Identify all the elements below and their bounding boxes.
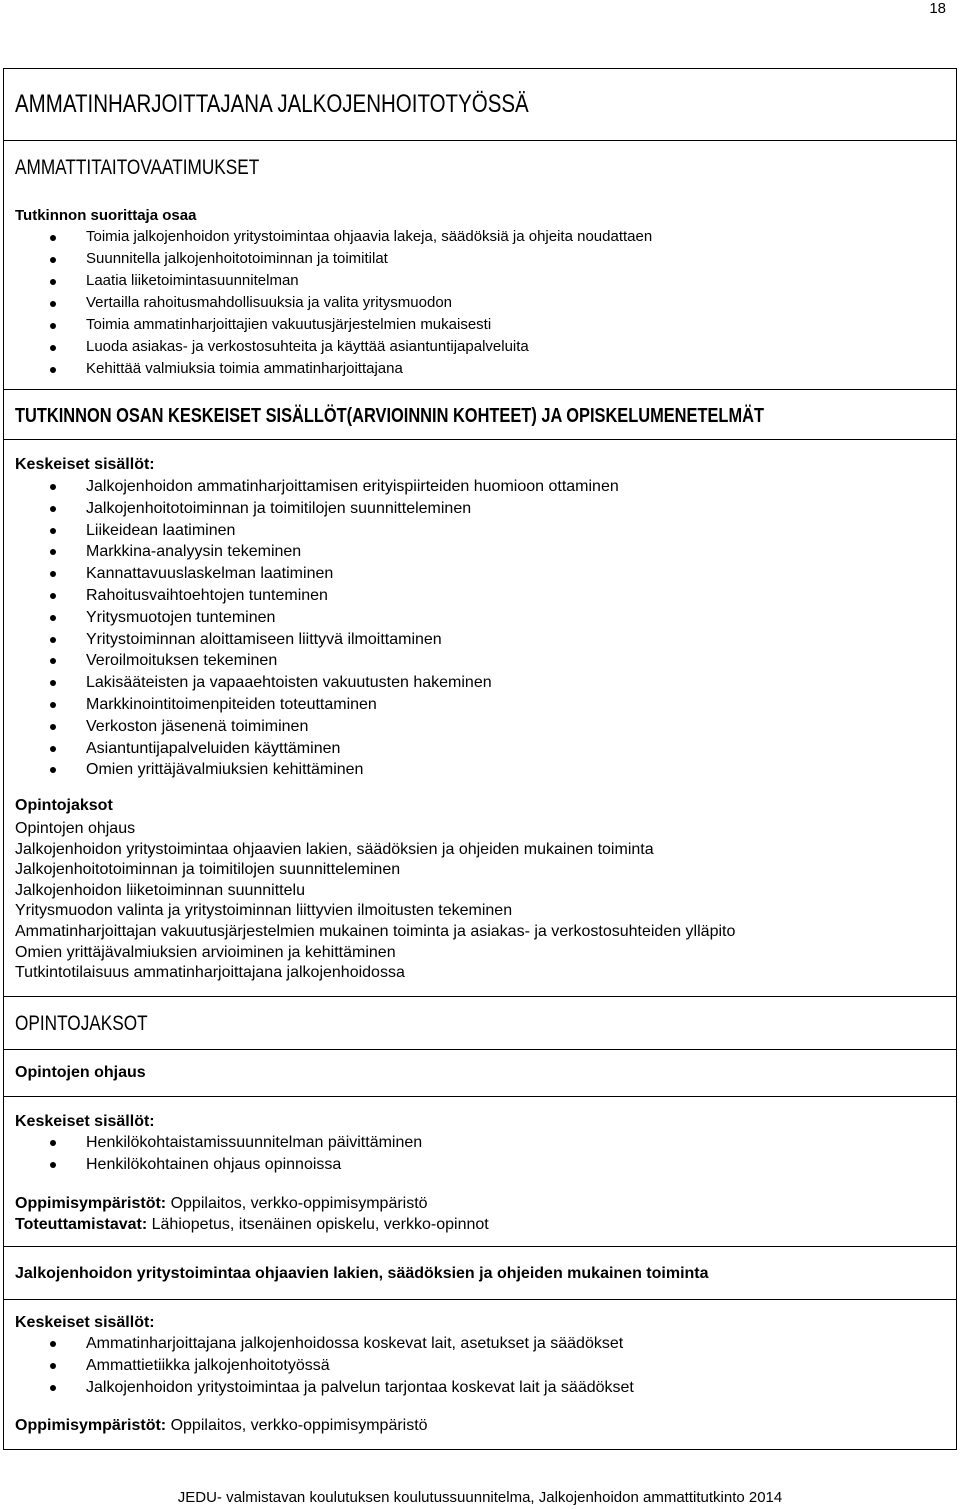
guidance-section — [4, 1049, 956, 1081]
course-item: Ammatinharjoittajan vakuutusjärjestelmien mukainen toiminta ja asiakas- ja verkostosuhteiden ylläpito — [15, 922, 736, 940]
list-item: Liikeidean laatiminen — [4, 520, 619, 542]
contents-body — [4, 439, 956, 982]
list-item: Luoda asiakas- ja verkostosuhteita ja käyttää asiantuntijapalveluita — [4, 338, 652, 360]
opintojaksot-section — [4, 996, 956, 1035]
legal-heading: Jalkojenhoidon yritystoimintaa ohjaavien lakien, säädöksien ja ohjeiden mukainen toiminta — [15, 1265, 709, 1282]
list-item: Asiantuntijapalveluiden käyttäminen — [4, 738, 619, 760]
legal-environment — [15, 1417, 428, 1435]
environment-label: Oppimisympäristöt: — [15, 1195, 167, 1212]
requirements-label: Tutkinnon suorittaja osaa — [15, 207, 197, 224]
list-item: Ammatinharjoittajana jalkojenhoidossa koskevat lait, asetukset ja säädökset — [4, 1333, 634, 1355]
page-footer: JEDU- valmistavan koulutuksen koulutussuunnitelma, Jalkojenhoidon ammattitutkinto 2014 — [177, 1489, 783, 1506]
guidance-list — [4, 1132, 422, 1176]
list-item: Yritysmuotojen tunteminen — [4, 607, 619, 629]
page-number: 18 — [929, 0, 946, 17]
content-table — [3, 68, 957, 1450]
course-item: Yritysmuodon valinta ja yritystoiminnan liittyvien ilmoitusten tekeminen — [15, 902, 513, 920]
opintojaksot-heading: OPINTOJAKSOT — [15, 1012, 148, 1035]
list-item: Kannattavuuslaskelman laatiminen — [4, 563, 619, 585]
legal-section — [4, 1246, 956, 1282]
legal-body — [4, 1299, 956, 1434]
requirements-heading: AMMATTITAITOVAATIMUKSET — [15, 156, 260, 179]
list-item: Veroilmoituksen tekeminen — [4, 650, 619, 672]
list-item: Ammattietiikka jalkojenhoitotyössä — [4, 1355, 634, 1377]
list-item: Suunnitella jalkojenhoitotoiminnan ja toimitilat — [4, 250, 652, 272]
list-item: Laatia liiketoimintasuunnitelman — [4, 272, 652, 294]
list-item: Toimia ammatinharjoittajien vakuutusjärjestelmien mukaisesti — [4, 316, 652, 338]
guidance-methods — [15, 1216, 489, 1234]
courses-list — [15, 819, 735, 984]
course-item: Opintojen ohjaus — [15, 820, 136, 837]
environment-value: Oppilaitos, verkko-oppimisympäristö — [166, 1195, 428, 1212]
contents-section — [4, 389, 956, 427]
methods-value: Lähiopetus, itsenäinen opiskelu, verkko-opinnot — [147, 1216, 489, 1233]
list-item: Yritystoiminnan aloittamiseen liittyvä ilmoittaminen — [4, 629, 619, 651]
environment-value: Oppilaitos, verkko-oppimisympäristö — [166, 1417, 428, 1434]
list-item: Verkoston jäsenenä toimiminen — [4, 716, 619, 738]
list-item: Toimia jalkojenhoidon yritystoimintaa ohjaavia lakeja, säädöksiä ja ohjeita noudattaen — [4, 228, 652, 250]
list-item: Rahoitusvaihtoehtojen tunteminen — [4, 585, 619, 607]
list-item: Lakisääteisten ja vapaaehtoisten vakuutusten hakeminen — [4, 672, 619, 694]
legal-list — [4, 1333, 634, 1398]
methods-label: Toteuttamistavat: — [15, 1216, 148, 1233]
list-item: Jalkojenhoidon yritystoimintaa ja palvelun tarjontaa koskevat lait ja säädökset — [4, 1377, 634, 1399]
guidance-label: Keskeiset sisällöt: — [15, 1113, 155, 1130]
guidance-environment — [15, 1195, 428, 1213]
legal-label: Keskeiset sisällöt: — [15, 1314, 155, 1331]
contents-label: Keskeiset sisällöt: — [15, 456, 155, 473]
course-item: Jalkojenhoitotoiminnan ja toimitilojen suunnitteleminen — [15, 861, 401, 879]
contents-list — [4, 476, 619, 781]
list-item: Omien yrittäjävalmiuksien kehittäminen — [4, 759, 619, 781]
requirements-section — [4, 140, 956, 377]
requirements-list — [4, 228, 652, 382]
contents-heading: TUTKINNON OSAN KESKEISET SISÄLLÖT(ARVIOINNIN KOHTEET) JA OPISKELUMENETELMÄT — [15, 405, 764, 427]
environment-label: Oppimisympäristöt: — [15, 1417, 167, 1434]
list-item: Markkinointitoimenpiteiden toteuttaminen — [4, 694, 619, 716]
course-item: Jalkojenhoidon liiketoiminnan suunnittelu — [15, 881, 305, 899]
list-item: Vertailla rahoitusmahdollisuuksia ja valita yritysmuodon — [4, 294, 652, 316]
guidance-body — [4, 1096, 956, 1233]
courses-label: Opintojaksot — [15, 797, 113, 814]
course-item: Tutkintotilaisuus ammatinharjoittajana jalkojenhoidossa — [15, 964, 405, 982]
list-item: Henkilökohtaistamissuunnitelman päivittäminen — [4, 1132, 422, 1154]
page-title: AMMATINHARJOITTAJANA JALKOJENHOITOTYÖSSÄ — [15, 90, 529, 118]
course-item: Omien yrittäjävalmiuksien arvioiminen ja kehittäminen — [15, 943, 396, 961]
list-item: Kehittää valmiuksia toimia ammatinharjoittajana — [4, 360, 652, 382]
list-item: Markkina-analyysin tekeminen — [4, 541, 619, 563]
course-item: Jalkojenhoidon yritystoimintaa ohjaavien lakien, säädöksien ja ohjeiden mukainen toiminta — [15, 840, 654, 858]
list-item: Henkilökohtainen ohjaus opinnoissa — [4, 1154, 422, 1176]
guidance-heading: Opintojen ohjaus — [15, 1064, 146, 1081]
list-item: Jalkojenhoidon ammatinharjoittamisen erityispiirteiden huomioon ottaminen — [4, 476, 619, 498]
list-item: Jalkojenhoitotoiminnan ja toimitilojen suunnitteleminen — [4, 498, 619, 520]
